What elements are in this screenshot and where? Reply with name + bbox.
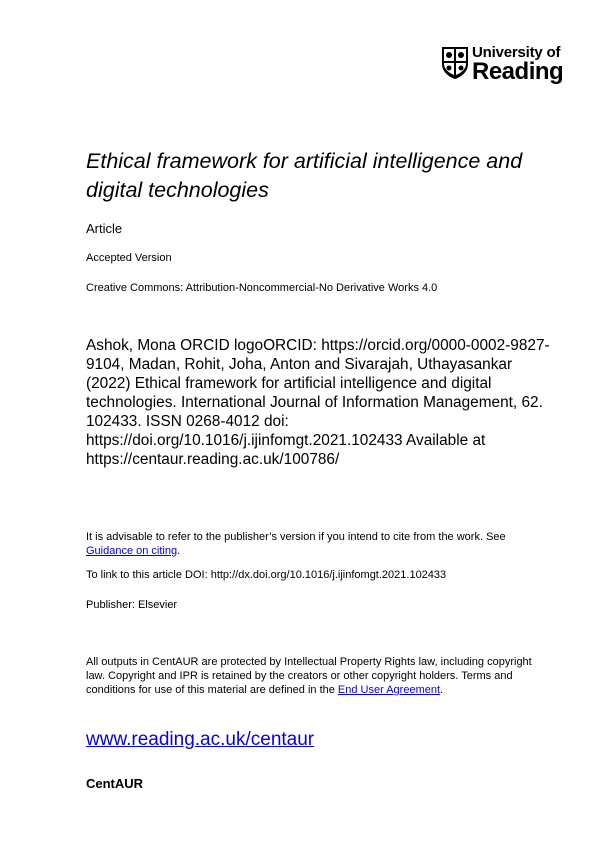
citation-advice-text: It is advisable to refer to the publisher’s version if you intend to cite from the work. See — [86, 531, 506, 543]
version-label: Accepted Version — [86, 252, 172, 264]
guidance-on-citing-link[interactable]: Guidance on citing — [86, 545, 178, 557]
shield-icon — [441, 46, 469, 80]
doi-link-text: To link to this article DOI: http://dx.doi.org/10.1016/j.ijinfomgt.2021.102433 — [86, 569, 447, 581]
rights-notice — [86, 655, 546, 697]
footer-label: CentAUR — [86, 776, 144, 791]
document-title: Ethical framework for artificial intelligence and digital technologies — [86, 149, 523, 202]
centaur-site-link[interactable]: www.reading.ac.uk/centaur — [86, 729, 315, 750]
license-label: Creative Commons: Attribution-Noncommercial-No Derivative Works 4.0 — [86, 282, 438, 294]
logo-line-2: Reading — [472, 58, 564, 85]
publisher-label: Publisher: Elsevier — [86, 599, 178, 611]
rights-notice-text: All outputs in CentAUR are protected by Intellectual Property Rights law, including copyright law. Copyright and IPR is retained by the creators or other copyright holders. Terms and conditions for use of this material are defined in the — [86, 656, 532, 696]
university-logo — [441, 44, 564, 86]
citation-advice-end: . — [177, 545, 181, 557]
logo-line-1: University of — [472, 44, 561, 61]
end-user-agreement-link[interactable]: End User Agreement — [337, 684, 441, 696]
citation-advice — [86, 530, 541, 558]
citation-text: Ashok, Mona ORCID logoORCID: https://orcid.org/0000-0002-9827-9104, Madan, Rohit, Joha, Anton and Sivarajah, Uthayasankar (2022) Ethical framework for artificial intelligence and digital technologies. International Journal of Information Management, 62. 102433. ISSN 0268-4012 doi: https://doi.org/10.1016/j.ijinfomgt.2021.102433 Available at https://centaur.reading.ac.uk/100786/ — [86, 337, 550, 468]
item-type: Article — [86, 221, 123, 236]
rights-notice-end: . — [440, 684, 444, 696]
